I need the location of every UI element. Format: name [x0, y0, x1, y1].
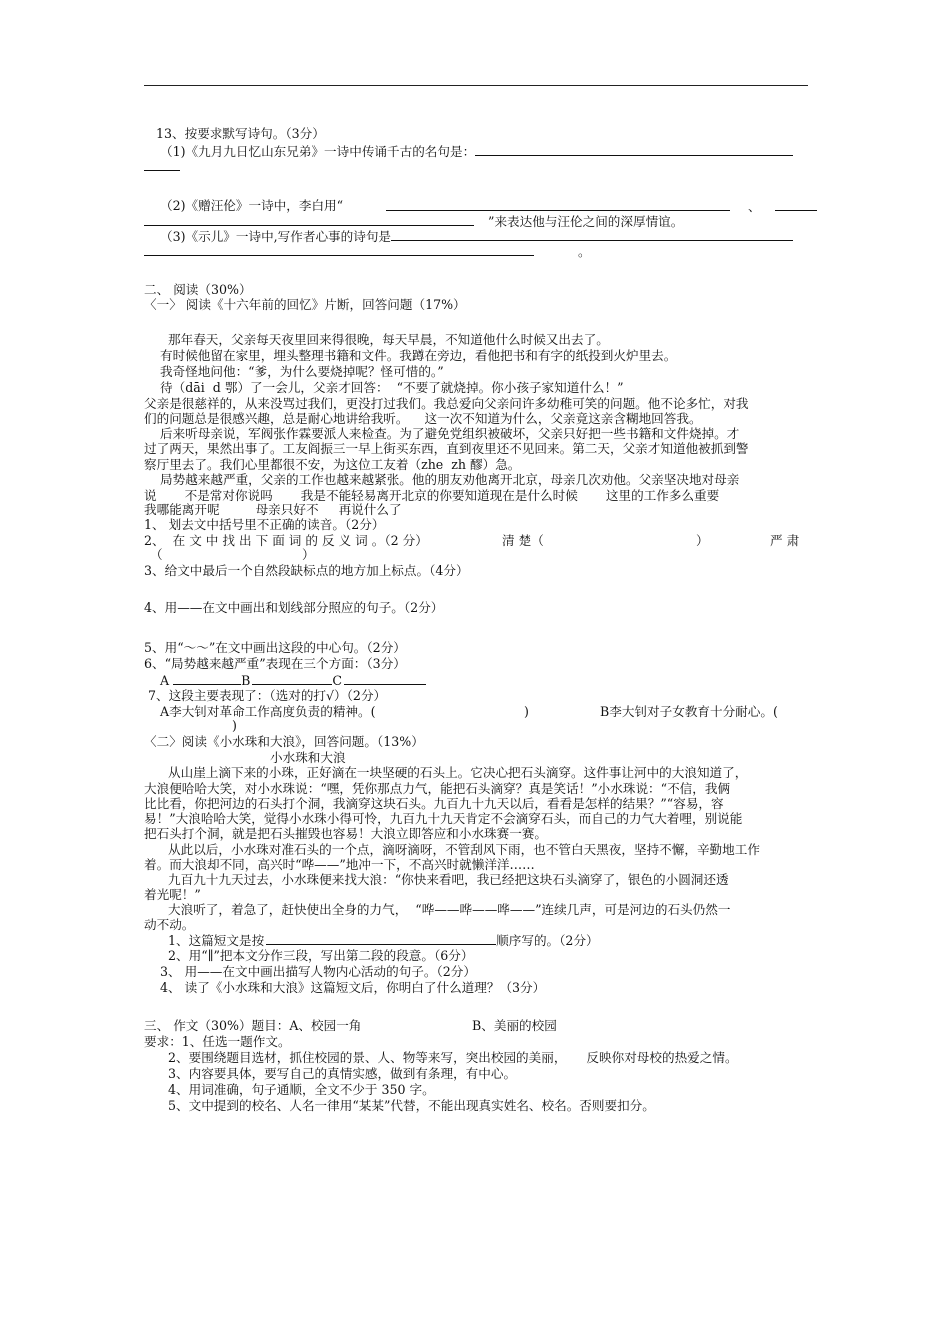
q13-part2-cont: ”来表达他与汪伦之间的深厚情谊。 [144, 213, 683, 229]
question-3: 3、给文中最后一个自然段缺标点的地方加上标点。（4分） [144, 563, 469, 578]
passage2-line: 九百九十九天过去，小水珠便来找大浪：“你快来看吧，我已经把这块石头滴穿了，银色的小圆洞还透 [168, 872, 729, 887]
passage1-line: 有时候他留在家里，埋头整理书籍和文件。我蹲在旁边，看他把书和有字的纸投到火炉里去。 [160, 348, 677, 363]
answer-blank[interactable] [173, 672, 241, 685]
question-7-option-a-close: ) [524, 704, 529, 719]
composition-requirement: 5、文中提到的校名、人名一律用“某某”代替，不能出现真实姓名、校名。否则要扣分。 [168, 1098, 655, 1113]
question-7: 7、这段主要表现了：（选对的打√）（2分） [148, 688, 387, 703]
answer-blank[interactable] [144, 243, 534, 256]
question-5: 5、用“～～”在文中画出这段的中心句。（2分） [144, 640, 406, 655]
question-4: 4、用——在文中画出和划线部分照应的句子。（2分） [144, 600, 444, 615]
passage1-line: 我哪能离开呢 母亲只好不 再说什么了 [144, 502, 402, 517]
passage2-line: 从山崖上滴下来的小珠，正好滴在一块坚硬的石头上。它决心把石头滴穿。这件事让河中的大浪知道了， [168, 765, 748, 780]
q13-part1-cont [144, 158, 180, 174]
passage1-line: 后来听母亲说，军阀张作霖要派人来检查。为了避免党组织被破坏，父亲只好把一些书籍和文件烧掉。才 [160, 426, 740, 441]
passage1-line: 我奇怪地问他：“爹，为什么要烧掉呢？怪可惜的。” [160, 364, 444, 379]
answer-blank[interactable] [344, 672, 426, 685]
passage2-line: 大浪听了，着急了，赶快使出全身的力气， “哗——哗——哗——”连续几声，可是河边的石头仍然一 [168, 902, 731, 917]
story-question-3: 3、 用——在文中画出描写人物内心活动的句子。（2分） [160, 964, 476, 979]
answer-blank[interactable] [266, 932, 496, 945]
passage1-line: 父亲是很慈祥的，从来没骂过我们，更没打过我们。我总爱向父亲问许多幼稚可笑的问题。他不论多忙，对我 [144, 396, 749, 411]
question-2-paren-close-2: ） [302, 547, 315, 562]
passage2-line: 把石头打个洞，就是把石头摧毁也容易！大浪立即答应和小水珠赛一赛。 [144, 826, 547, 841]
answer-blank[interactable] [775, 198, 817, 211]
question-1: 1、 划去文中括号里不正确的读音。（2分） [144, 517, 385, 532]
composition-requirements-label: 要求：1、任选一题作文。 [144, 1034, 291, 1049]
passage2-line: 动不动。 [144, 917, 195, 932]
story-question-4: 4、 读了《小水珠和大浪》这篇短文后，你明白了什么道理？（3分） [160, 980, 546, 995]
q13-title: 13、按要求默写诗句。（3分） [156, 126, 325, 141]
story-question-2: 2、用“∥”把本文分作三段，写出第二段的段意。（6分） [168, 948, 474, 963]
answer-blank[interactable] [252, 672, 332, 685]
composition-requirement: 2、要围绕题目选材，抓住校园的景、人、物等来写，突出校园的美丽， 反映你对母校的热爱之情。 [168, 1050, 738, 1065]
question-7-option-a[interactable]: A李大钊对革命工作高度负责的精神。( [160, 704, 376, 719]
passage1-line: 局势越来越严重，父亲的工作也越来越紧张。他的朋友劝他离开北京，母亲几次劝他。父亲坚决地对母亲 [160, 472, 740, 487]
answer-blank[interactable] [144, 213, 474, 226]
story-title: 小水珠和大浪 [270, 750, 346, 765]
question-2-word-yansu: 严 肃 [770, 533, 800, 548]
q13-part3-cont: 。 [144, 243, 591, 259]
q13-part1: （1)《九月九日忆山东兄弟》一诗中传诵千古的名句是： [160, 143, 793, 159]
passage1-line: 察厅里去了。我们心里都很不安，为这位工友着（zhe zh 醪）急。 [144, 457, 521, 472]
top-rule [144, 85, 808, 86]
composition-requirement: 4、用词准确，句子通顺，全文不少于 350 字。 [168, 1082, 435, 1097]
passage2-line: 比比看，你把河边的石头打个洞，我滴穿这块石头。九百九十九天以后，看看是怎样的结果？”“容易，容 [144, 796, 724, 811]
answer-blank[interactable] [386, 198, 730, 211]
passage1-line: 说 不是常对你说吗 我是不能轻易离开北京的你要知道现在是什么时候 这里的工作多么重要 [144, 488, 720, 503]
q13-part2-blanks: 、 [386, 198, 817, 214]
answer-blank[interactable] [144, 158, 180, 171]
question-2-paren-close: ） [696, 533, 709, 548]
composition-requirement: 3、内容要具体，要写自己的真情实感，做到有条理，有中心。 [168, 1066, 517, 1081]
question-2: 2、 在 文 中 找 出 下 面 词 的 反 义 词 。（2 分） [144, 533, 428, 548]
reading-part2-title: 〈二〉阅读《小水珠和大浪》，回答问题。（13%） [144, 734, 424, 749]
section-reading-header: 二、 阅读（30%） [144, 282, 252, 297]
question-6: 6、“局势越来越严重”表现在三个方面：（3分） [144, 656, 406, 671]
reading-part1-title: 〈一〉 阅读《十六年前的回忆》片断，回答问题（17%） [144, 297, 466, 312]
passage1-line: 过了两天，果然出事了。工友阎振三一早上街买东西，直到夜里还不见回来。第二天，父亲才知道他被抓到警 [144, 441, 749, 456]
question-2-paren-open: （ [150, 547, 163, 562]
passage1-line: 那年春天，父亲每天夜里回来得很晚，每天早晨，不知道他什么时候又出去了。 [168, 332, 609, 347]
passage2-line: 从此以后，小水珠对准石头的一个点，滴呀滴呀，不管刮风下雨，也不管白天黑夜，坚持不懈，辛勤地工作 [168, 842, 760, 857]
passage2-line: 着光呢！” [144, 887, 201, 902]
passage1-line: 们的问题总是很感兴趣，总是耐心地讲给我听。 这一次不知道为什么，父亲竟这亲含糊地回答我。 [144, 411, 702, 426]
question-7-option-b[interactable]: B李大钊对子女教育十分耐心。( [600, 704, 778, 719]
composition-option-b: B、美丽的校园 [472, 1018, 557, 1033]
q13-part2: （2)《赠汪伦》一诗中，李白用“ [160, 198, 344, 213]
answer-blank[interactable] [391, 228, 793, 241]
story-question-1: 1、这篇短文是按 顺序写的。（2分） [168, 933, 599, 948]
q13-part3: （3)《示儿》一诗中,写作者心事的诗句是 [160, 228, 793, 244]
question-2-word-qingchu: 清 楚（ [502, 533, 544, 548]
question-7-option-b-close: ) [232, 718, 237, 733]
passage1-line: 待（dāi d 鄂）了一会儿，父亲才回答： “不要了就烧掉。你小孩子家知道什么！” [160, 380, 624, 395]
passage2-line: 大浪便哈哈大笑，对小水珠说：“嘿，凭你那点力气，能把石头滴穿？真是笑话！”小水珠说：“不信，我俩 [144, 781, 731, 796]
answer-blank[interactable] [475, 143, 793, 156]
section-composition-header: 三、 作文（30%）题目：A、校园一角 [144, 1018, 362, 1033]
passage2-line: 着。而大浪却不同，高兴时“哗——”地冲一下，不高兴时就懒洋洋…… [144, 857, 535, 872]
passage2-line: 易！”大浪哈哈大笑，觉得小水珠小得可怜，九百九十九天肯定不会滴穿石头，而自己的力气大着哩，别说能 [144, 811, 743, 826]
question-6-blanks: A B C [160, 672, 426, 688]
